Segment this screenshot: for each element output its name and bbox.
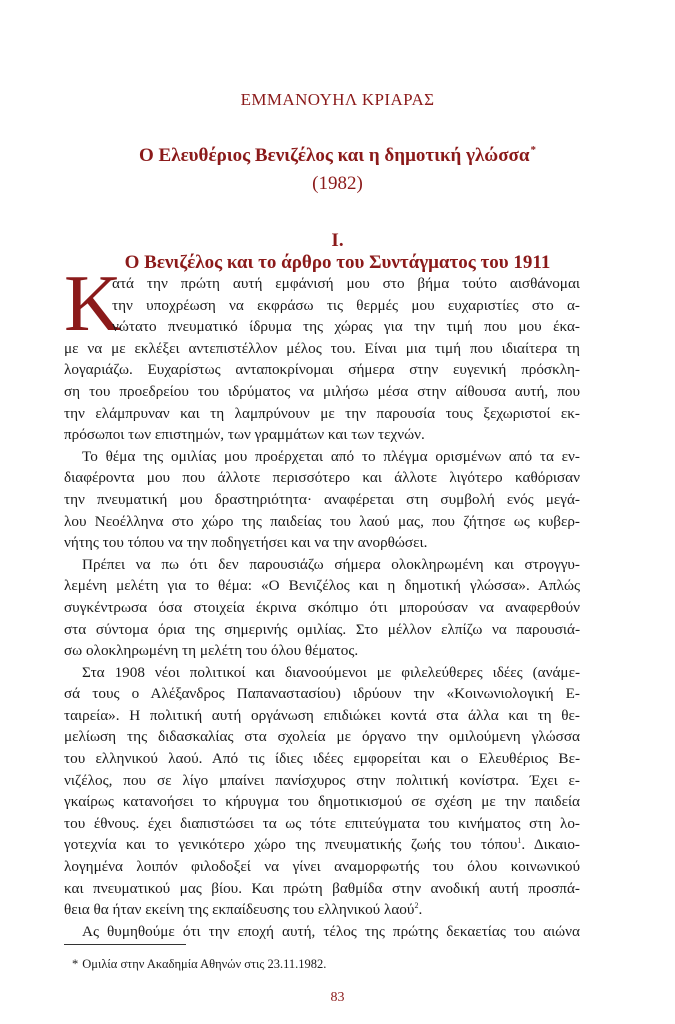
text-line: ατά την πρώτη αυτή εμφάνισή μου στο βήμα τούτο αισθάνομαι: [112, 275, 580, 292]
text-line: γκαίρως κατανοήσει το κήρυγμα του δημοτικισμού σε σχέση με την παιδεία: [64, 793, 580, 811]
section-number: I.: [331, 230, 344, 251]
text-line: διαφέροντα μου που άλλοτε περισσότερο και άλλοτε λιγότερο καθόρισαν: [64, 469, 580, 487]
text-line: την ελάμπρυναν και τη λαμπρύνουν με την παρουσία τους ξεχωριστοί εκ-: [64, 404, 580, 422]
text-line: νιζέλος, που σε λίγο μπαίνει πανίσχυρος στην πολιτική κονίστρα. Έχει ε-: [64, 771, 580, 789]
body-text: [64, 273, 580, 942]
text-line: σω ολοκληρωμένη τη μελέτη του όλου θέματος.: [64, 642, 359, 660]
text-line: λογημένα λοιπόν φιλοδοξεί να γίνει αναμορφωτής του όλου κοινωνικού: [64, 858, 580, 876]
text-line-part: . Δικαιο-: [521, 836, 580, 854]
footnote-mark: *: [72, 957, 79, 971]
text-line: στα σύντομα όρια της σημερινής ομιλίας. Στο μέλλον ελπίζω να παρουσιά-: [64, 620, 580, 638]
text-line: συγκέντρωσα όσα στοιχεία έκρινα σκόπιμο ότι μπορούσαν να αναφερθούν: [64, 598, 580, 616]
text-line: και πνευματικού μας βίου. Και πρώτη βαθμίδα στην ανοδική αυτή προσπά-: [64, 879, 580, 897]
article-title: [0, 144, 675, 167]
text-line: την πνευματική μου δραστηριότητα· αναφέρεται στη συμβολή ενός μεγά-: [64, 490, 580, 508]
footnote: [64, 956, 580, 972]
article-year: (1982): [312, 173, 363, 194]
footnote-divider: [64, 944, 186, 945]
text-line: λεμένη μελέτη για το θέμα: «Ο Βενιζέλος και η δημοτική γλώσσα». Απλώς: [64, 577, 580, 595]
text-line: ση του προεδρείου του ιδρύματος να μιλήσω μέσα στην αίθουσα αυτή, που: [64, 382, 580, 400]
text-line: Το θέμα της ομιλίας μου προέρχεται από το πλέγμα ορισμένων από τα εν-: [82, 447, 580, 465]
article-title-text: Ο Ελευθέριος Βενιζέλος και η δημοτική γλώσσα: [139, 145, 530, 166]
text-line: Ας θυμηθούμε ότι την εποχή αυτή, τέλος της πρώτης δεκαετίας του αιώνα: [82, 922, 580, 940]
text-line: νώτατο πνευματικό ίδρυμα της χώρας για την τιμή που μου έκα-: [112, 318, 580, 336]
drop-cap: Κ: [64, 260, 122, 348]
text-line: λογαριάζω. Ευχαρίστως ανταποκρίνομαι σήμερα στην ευγενική πρόσκλη-: [64, 361, 580, 379]
text-line: νήτης του τόπου να την ποδηγετήσει και να την ανορθώσει.: [64, 534, 428, 552]
text-line: λου Νεοέλληνα στο χώρο της παιδείας του λαού μας, που ζήτησε ως κυβερ-: [64, 512, 580, 530]
page-number: 83: [330, 990, 345, 1005]
text-line: Στα 1908 νέοι πολιτικοί και διανοούμενοι με φιλελεύθερες ιδέες (ανάμε-: [82, 663, 580, 681]
text-line: Πρέπει να πω ότι δεν παρουσιάζω σήμερα ολοκληρωμένη και στρογγυ-: [82, 555, 580, 573]
text-line-part: .: [418, 901, 423, 919]
text-line: [64, 899, 580, 921]
text-line: πρόσωποι των επιστημών, των γραμμάτων και των τεχνών.: [64, 426, 425, 444]
text-line: [64, 834, 580, 856]
text-line: με να με εκλέξει αντεπιστέλλον μέλος του. Είναι μια τιμή που ιδιαίτερα τη: [64, 339, 580, 357]
text-line-part: θεια θα ήταν εκείνη της εκπαίδευσης του ελληνικού λαού: [64, 901, 415, 919]
text-line: ταιρεία». Η πολιτική αυτή οργάνωση επιδιώκει κοντά στα άλλα και τη θε-: [64, 706, 580, 724]
text-line: μελίωση της διδασκαλίας στα σχολεία με όργανο την ομιλούμενη γλώσσα: [64, 728, 580, 746]
text-line: του έθνους. έχει διαπιστώσει τα ως τότε επιτεύγματα του κινήματος στη λο-: [64, 814, 580, 832]
note-reference-1: 1: [517, 836, 522, 846]
text-line: σά τους ο Αλέξανδρος Παπαναστασίου) ιδρύουν την «Κοινωνιολογική Ε-: [64, 685, 580, 703]
author-name: ΕΜΜΑΝΟΥΗΛ ΚΡΙΑΡΑΣ: [240, 90, 435, 109]
text-line: την υποχρέωση να εκφράσω τις θερμές μου ευχαριστίες στο α-: [112, 296, 580, 314]
section-title: Ο Βενιζέλος και το άρθρο του Συντάγματος του 1911: [124, 252, 551, 273]
footnote-text: Ομιλία στην Ακαδημία Αθηνών στις 23.11.1982.: [82, 957, 327, 971]
note-reference-2: 2: [414, 901, 419, 911]
title-footnote-mark: *: [530, 144, 536, 156]
text-line-part: γοτεχνία και το γενικότερο χώρο της πνευματικής ζωής του τόπου: [64, 836, 518, 854]
text-line: του ελληνικού λαού. Από τις ίδιες ιδέες εμφορείται και ο Ελευθέριος Βε-: [64, 750, 580, 768]
